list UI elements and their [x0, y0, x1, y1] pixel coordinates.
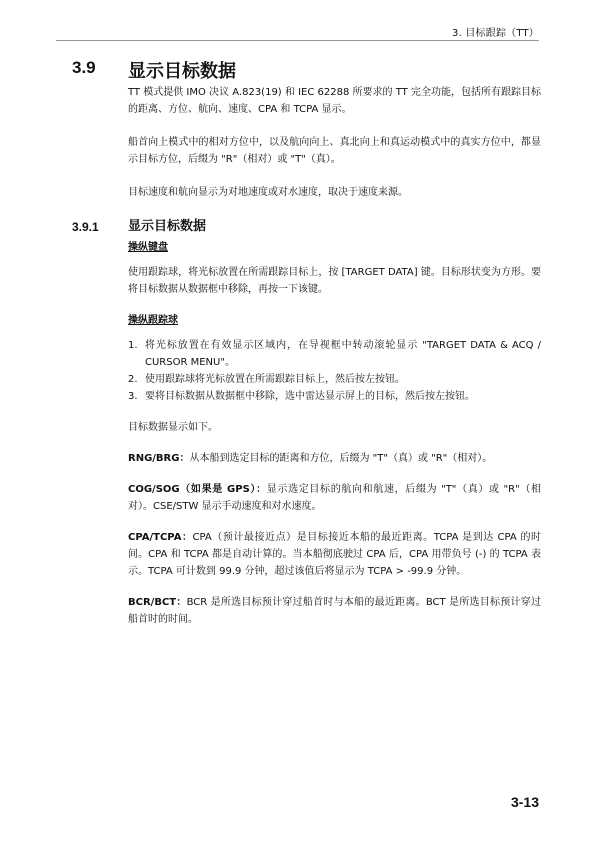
subsection-heading	[72, 219, 541, 239]
definition-cog-sog	[128, 481, 541, 515]
keyboard-heading: 操纵键盘	[128, 242, 168, 253]
section-paragraph-1: TT 模式提供 IMO 决议 A.823(19) 和 IEC 62288 所要求的 TT 完全功能，包括所有跟踪目标的距离、方位、航向、速度、CPA 和 TCPA 显示。	[128, 87, 541, 115]
section-paragraph-2: 船首向上模式中的相对方位中，以及航向向上、真北向上和真运动模式中的真实方位中，都显示目标方位，后缀为 "R"（相对）或 "T"（真）。	[128, 137, 541, 165]
section-paragraph-3: 目标速度和航向显示为对地速度或对水速度，取决于速度来源。	[128, 187, 408, 198]
definition-text: BCR 是所选目标预计穿过船首时与本船的最近距离。BCT 是所选目标预计穿过船首时的时间。	[128, 597, 541, 625]
subsection-number: 3.9.1	[72, 220, 99, 234]
definition-text: 显示选定目标的航向和航速，后缀为 "T"（真）或 "R"（相对）。CSE/STW 显示手动速度和对水速度。	[128, 484, 541, 512]
header-rule	[56, 40, 539, 41]
definition-text: 从本船到选定目标的距离和方位，后缀为 "T"（真）或 "R"（相对）。	[189, 453, 493, 464]
step-text: 使用跟踪球将光标放置在所需跟踪目标上，然后按左按钮。	[145, 374, 405, 385]
step-text: 将光标放置在有效显示区域内，在导视框中转动滚轮显示 "TARGET DATA & ACQ / CURSOR MENU"。	[145, 340, 541, 368]
page-number: 3-13	[510, 794, 539, 810]
definition-term: BCR/BCT：	[128, 597, 187, 608]
data-intro: 目标数据显示如下。	[128, 422, 218, 433]
step-item	[128, 388, 541, 405]
definition-cpa-tcpa	[128, 529, 541, 580]
keyboard-instructions: 使用跟踪球，将光标放置在所需跟踪目标上，按 [TARGET DATA] 键。目标形状变为方形。要将目标数据从数据框中移除，再按一下该键。	[128, 267, 541, 295]
definition-bcr-bct	[128, 594, 541, 628]
step-text: 要将目标数据从数据框中移除，选中雷达显示屏上的目标，然后按左按钮。	[145, 391, 475, 402]
step-number: 2.	[128, 374, 138, 385]
subsection-title: 显示目标数据	[128, 219, 207, 234]
definition-rng-brg	[128, 450, 541, 467]
definition-text: CPA（预计最接近点）是目标接近本船的最近距离。TCPA 是到达 CPA 的时间。CPA 和 TCPA 都是自动计算的。当本船彻底驶过 CPA 后，CPA 用带负号 (-) 的 TCPA 表示。TCPA 可计数到 99.9 分钟，超过该值后将显示为 TCPA > -99.9 分钟。	[128, 532, 542, 577]
step-number: 3.	[128, 391, 138, 402]
definition-term: RNG/BRG：	[128, 453, 190, 464]
definition-term: COG/SOG（如果是 GPS）：	[128, 484, 267, 495]
page-body	[72, 84, 542, 628]
running-header: 3. 目标跟踪（TT）	[452, 28, 539, 39]
section-number: 3.9	[72, 58, 96, 77]
step-item	[128, 337, 541, 371]
trackball-heading: 操纵跟踪球	[128, 315, 178, 326]
trackball-steps	[128, 337, 541, 405]
step-number: 1.	[128, 340, 138, 351]
definition-term: CPA/TCPA：	[128, 532, 193, 543]
step-item	[128, 371, 541, 388]
section-title: 显示目标数据	[128, 61, 236, 82]
